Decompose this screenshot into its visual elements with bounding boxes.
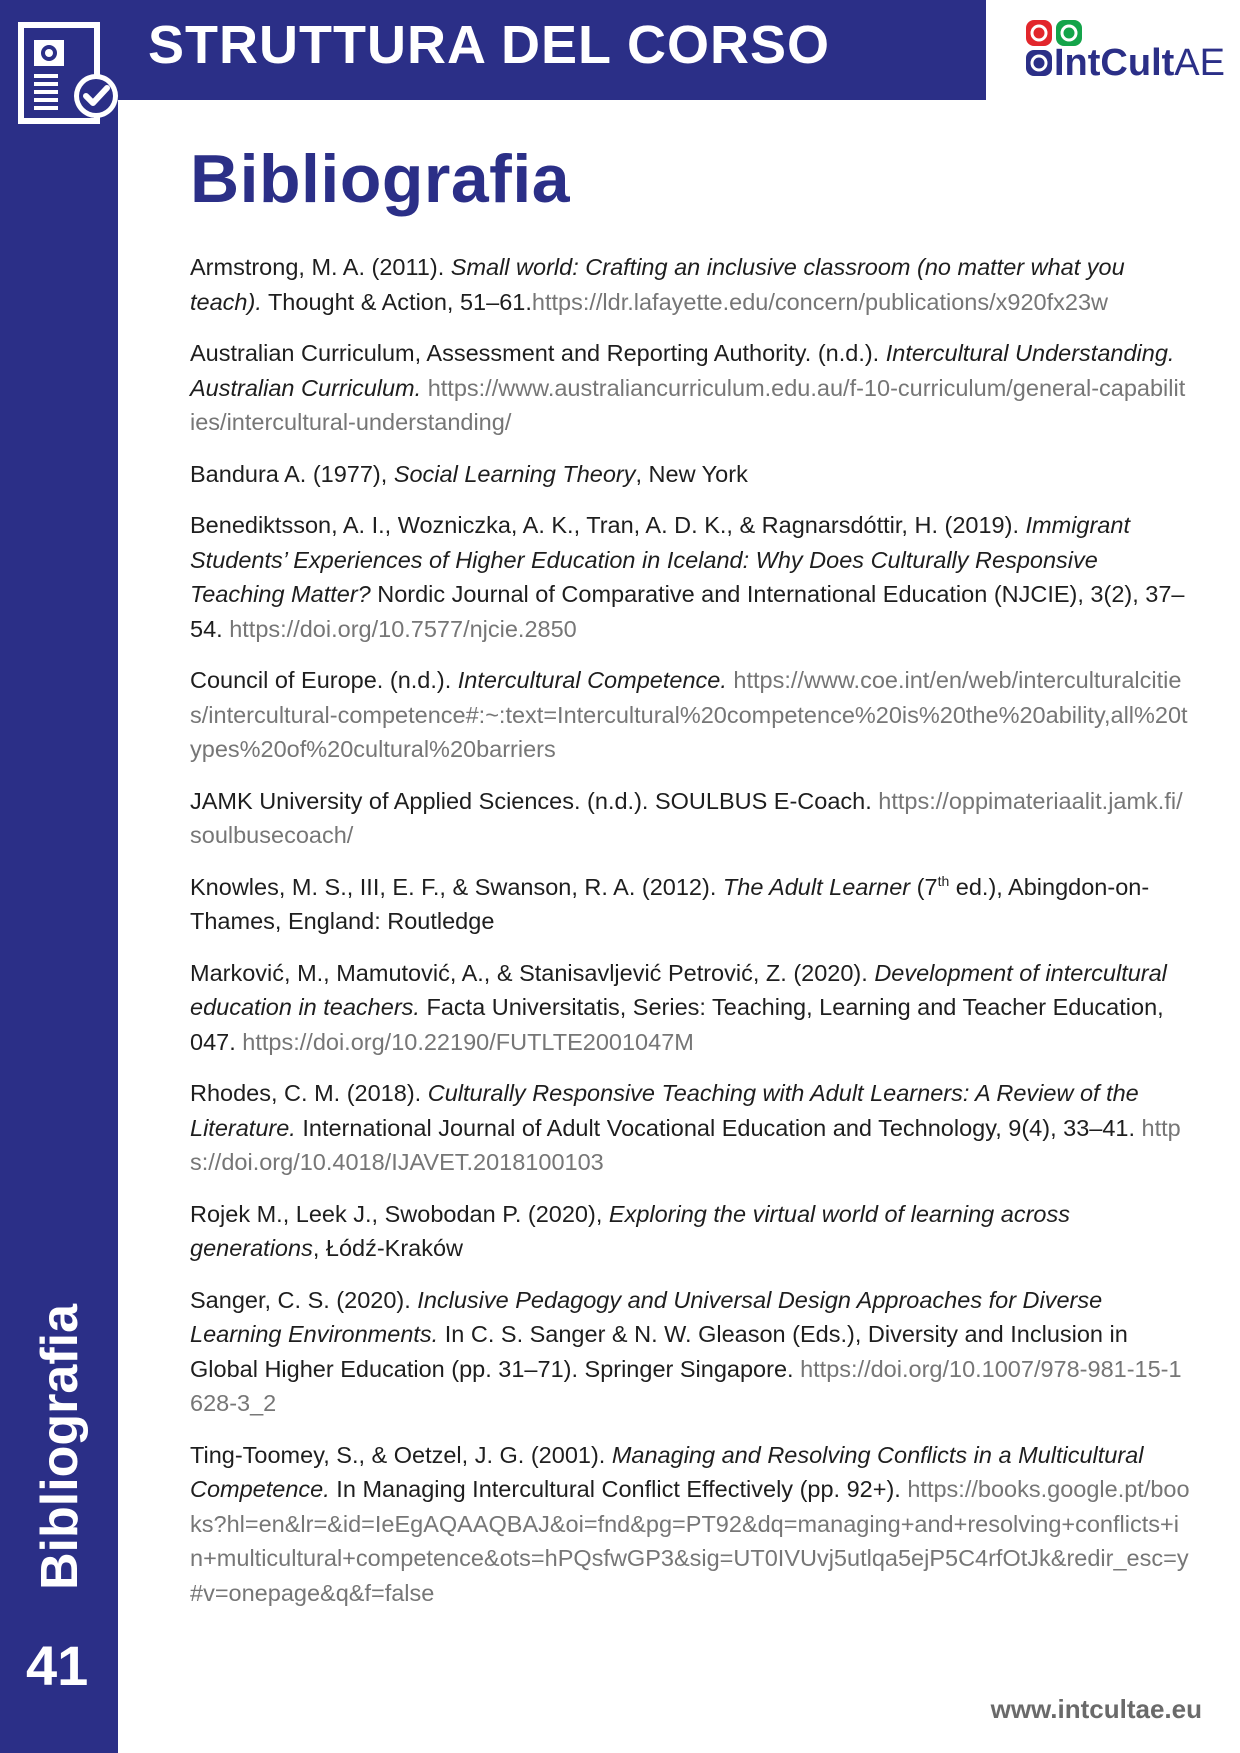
reference-url-link[interactable]: https://ldr.lafayette.edu/concern/publications/x920fx23w <box>531 288 1108 315</box>
reference-url-link[interactable]: https://oppimateriaalit.jamk.fi/soulbusecoach/ <box>190 787 1183 848</box>
footer-website-link[interactable]: www.intcultae.eu <box>990 1694 1202 1724</box>
reference-title: Intercultural Understanding. Australian Curriculum. <box>190 340 1175 401</box>
reference-source: , Łódź-Kraków <box>312 1235 464 1261</box>
reference-entry <box>190 1076 1190 1180</box>
reference-source: Nordic Journal of Comparative and International Education (NJCIE), 3(2), 37–54. <box>190 581 1185 642</box>
reference-author-year: Knowles, M. S., III, E. F., & Swanson, R. A. (2012). <box>190 873 723 900</box>
brand-wordmark-bold: IntCult <box>1054 42 1175 84</box>
reference-url-link[interactable]: https://doi.org/10.22190/FUTLTE2001047M <box>242 1028 694 1055</box>
reference-url-link[interactable]: https://doi.org/10.4018/IJAVET.2018100103 <box>190 1114 1181 1175</box>
brand-wordmark <box>1054 44 1225 82</box>
reference-title: The Adult Learner <box>722 873 911 900</box>
reference-url-link[interactable]: https://books.google.pt/books?hl=en&lr=&id=IeEgAQAAQBAJ&oi=fnd&pg=PT92&dq=managing+and+resolving+conflicts+in+multicultural+competence&ots=hPQsfwGP3&sig=UT0IVUvj5utlqa5ejP5C4rfOtJk&redir_esc=y#v=onepage&q&f=false <box>190 1476 1190 1606</box>
page-number: 41 <box>26 1634 89 1697</box>
reference-author-year: Bandura A. (1977), <box>190 460 394 487</box>
page-title: Bibliografia <box>190 141 571 217</box>
reference-source-cont: ed.), Abingdon-on-Thames, England: Routledge <box>190 873 1150 934</box>
reference-source: Facta Universitatis, Series: Teaching, Learning and Teacher Education, 047. <box>190 994 1164 1055</box>
reference-superscript: th <box>937 872 950 889</box>
reference-title: Development of intercultural education in teachers. <box>190 959 1167 1020</box>
reference-entry <box>190 1438 1190 1611</box>
reference-author-year: Rojek M., Leek J., Swobodan P. (2020), <box>190 1200 609 1227</box>
section-title: STRUTTURA DEL CORSO <box>148 15 831 75</box>
reference-entry <box>190 457 1190 492</box>
side-section-label: Bibliografia <box>31 1303 89 1590</box>
reference-author-year: Armstrong, M. A. (2011). <box>190 254 451 280</box>
reference-title: Small world: Crafting an inclusive classroom (no matter what you teach). <box>190 254 1125 315</box>
reference-author-year: Sanger, C. S. (2020). <box>190 1286 418 1313</box>
reference-source: In Managing Intercultural Conflict Effectively (pp. 92+). <box>329 1476 908 1502</box>
reference-entry <box>190 956 1190 1060</box>
reference-author-year: Ting-Toomey, S., & Oetzel, J. G. (2001). <box>190 1441 612 1468</box>
reference-source: (7 <box>910 873 938 900</box>
reference-entry <box>190 1197 1190 1266</box>
reference-source: , New York <box>635 460 748 487</box>
reference-author-year: Marković, M., Mamutović, A., & Stanisavljević Petrović, Z. (2020). <box>190 959 875 986</box>
reference-author-year: Australian Curriculum, Assessment and Reporting Authority. (n.d.). <box>190 340 886 366</box>
reference-entry <box>190 870 1190 939</box>
reference-author-year: Benediktsson, A. I., Wozniczka, A. K., Tran, A. D. K., & Ragnarsdóttir, H. (2019). <box>190 512 1026 538</box>
brand-wordmark-light: AE <box>1174 42 1225 84</box>
reference-entry <box>190 250 1190 319</box>
reference-source: International Journal of Adult Vocational Education and Technology, 9(4), 33–41. <box>295 1114 1142 1141</box>
reference-title: Culturally Responsive Teaching with Adult Learners: A Review of the Literature. <box>190 1080 1139 1141</box>
reference-entry <box>190 1283 1190 1421</box>
reference-list <box>190 250 1190 1627</box>
reference-url-link[interactable]: https://doi.org/10.7577/njcie.2850 <box>229 615 577 642</box>
reference-title: Social Learning Theory <box>393 460 636 487</box>
reference-source: Thought & Action, 51–61. <box>261 288 532 315</box>
reference-author-year: Rhodes, C. M. (2018). <box>190 1080 428 1106</box>
reference-url-link[interactable]: https://www.coe.int/en/web/interculturalcities/intercultural-competence#:~:text=Intercultural%20competence%20is%20the%20ability,all%20types%20of%20cultural%20barriers <box>190 667 1188 762</box>
reference-title: Managing and Resolving Conflicts in a Multicultural Competence. <box>190 1441 1144 1502</box>
reference-entry <box>190 663 1190 767</box>
document-check-icon <box>18 22 122 132</box>
reference-title: Immigrant Students’ Experiences of Higher Education in Iceland: Why Does Culturally Responsive Teaching Matter? <box>190 512 1130 607</box>
reference-url-link[interactable]: https://www.australiancurriculum.edu.au/f-10-curriculum/general-capabilities/intercultural-understanding/ <box>190 374 1186 435</box>
reference-author-year: JAMK University of Applied Sciences. (n.d.). SOULBUS E-Coach. <box>190 787 879 814</box>
reference-title: Inclusive Pedagogy and Universal Design Approaches for Diverse Learning Environments. <box>190 1286 1103 1347</box>
reference-url-link[interactable]: https://doi.org/10.1007/978-981-15-1628-3_2 <box>190 1355 1182 1416</box>
reference-source: In C. S. Sanger & N. W. Gleason (Eds.), Diversity and Inclusion in Global Higher Education (pp. 31–71). Springer Singapore. <box>190 1321 1128 1382</box>
reference-author-year: Council of Europe. (n.d.). <box>190 667 458 693</box>
reference-entry <box>190 508 1190 646</box>
reference-entry <box>190 336 1190 440</box>
reference-title: Exploring the virtual world of learning across generations <box>190 1200 1070 1261</box>
reference-title: Intercultural Competence. <box>457 667 727 693</box>
reference-entry <box>190 784 1190 853</box>
